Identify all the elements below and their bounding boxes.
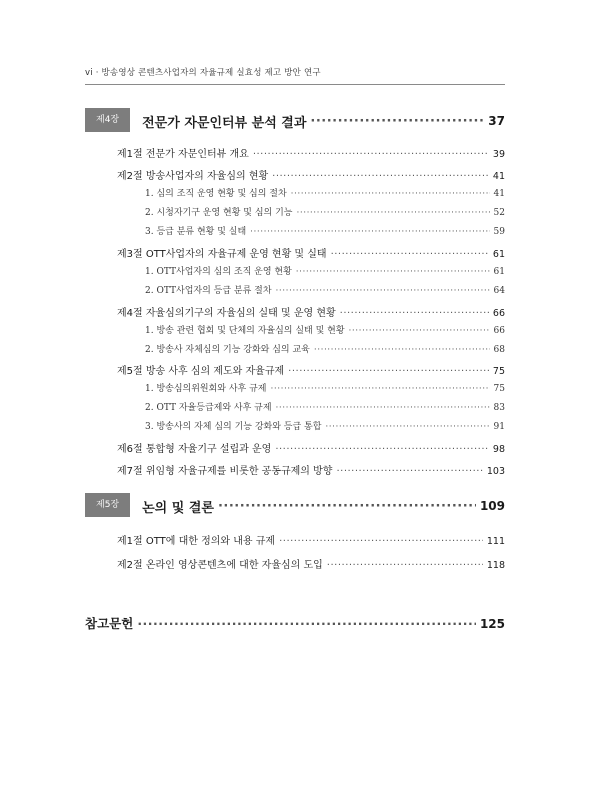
page-number: 118 bbox=[486, 560, 505, 571]
toc-item-4-2-3[interactable] bbox=[145, 224, 505, 237]
toc-section-5-2[interactable] bbox=[117, 556, 505, 571]
dot-leader bbox=[253, 149, 489, 160]
page-number: 59 bbox=[493, 227, 505, 237]
dot-leader bbox=[279, 536, 483, 547]
page-number: 37 bbox=[488, 114, 505, 128]
item-title: 1. 방송 관련 협회 및 단체의 자율심의 실태 및 현황 bbox=[145, 326, 345, 336]
page-number: 111 bbox=[486, 536, 505, 547]
dot-leader bbox=[276, 286, 490, 296]
item-title: 2. 방송사 자체심의 기능 강화와 심의 교육 bbox=[145, 345, 310, 355]
dot-leader bbox=[291, 189, 490, 199]
section-title: 제1절 전문가 자문인터뷰 개요 bbox=[117, 149, 249, 160]
chapter-title: 논의 및 결론 bbox=[142, 500, 214, 516]
page-number: 66 bbox=[493, 326, 505, 336]
chapter-title: 전문가 자문인터뷰 분석 결과 bbox=[142, 115, 307, 131]
toc-item-4-5-2[interactable] bbox=[145, 400, 505, 413]
page-number: 75 bbox=[493, 384, 505, 394]
toc-chapter-5[interactable] bbox=[85, 494, 505, 518]
section-title: 제2절 방송사업자의 자율심의 현황 bbox=[117, 171, 269, 182]
toc-item-4-2-2[interactable] bbox=[145, 205, 505, 218]
item-title: 2. OTT 자율등급제와 사후 규제 bbox=[145, 403, 272, 413]
dot-leader bbox=[310, 114, 484, 129]
page-number: 66 bbox=[492, 308, 505, 319]
toc-section-4-5[interactable] bbox=[117, 362, 505, 377]
page-number: 75 bbox=[492, 366, 505, 377]
page-number: 41 bbox=[493, 189, 505, 199]
page-number: 83 bbox=[493, 403, 505, 413]
dot-leader bbox=[272, 171, 489, 182]
dot-leader bbox=[336, 466, 482, 477]
references-title: 참고문헌 bbox=[85, 616, 134, 631]
page-number: 109 bbox=[479, 499, 505, 513]
dot-leader bbox=[271, 384, 490, 394]
dot-leader bbox=[325, 422, 489, 432]
dot-leader bbox=[218, 499, 476, 514]
toc-references[interactable] bbox=[85, 614, 505, 632]
dot-leader bbox=[137, 616, 476, 631]
toc-item-4-3-2[interactable] bbox=[145, 283, 505, 296]
page-number: 39 bbox=[492, 149, 505, 160]
section-title: 제2절 온라인 영상콘텐츠에 대한 자율심의 도입 bbox=[117, 560, 323, 571]
page-number: 64 bbox=[493, 286, 505, 296]
toc-item-4-4-1[interactable] bbox=[145, 323, 505, 336]
dot-leader bbox=[296, 267, 490, 277]
toc-item-4-3-1[interactable] bbox=[145, 264, 505, 277]
item-title: 3. 방송사의 자체 심의 기능 강화와 등급 통합 bbox=[145, 422, 322, 432]
toc-section-4-2[interactable] bbox=[117, 167, 505, 182]
section-title: 제4절 자율심의기구의 자율심의 실태 및 운영 현황 bbox=[117, 308, 336, 319]
section-title: 제6절 통합형 자율기구 설립과 운영 bbox=[117, 444, 272, 455]
section-title: 제3절 OTT사업자의 자율규제 운영 현황 및 실태 bbox=[117, 249, 327, 260]
toc-section-4-6[interactable] bbox=[117, 440, 505, 455]
item-title: 2. OTT사업자의 등급 분류 절차 bbox=[145, 286, 272, 296]
toc-section-5-1[interactable] bbox=[117, 532, 505, 547]
dot-leader bbox=[340, 308, 489, 319]
chapter-badge: 제4장 bbox=[85, 108, 130, 132]
toc-item-4-5-1[interactable] bbox=[145, 381, 505, 394]
page-number: 103 bbox=[486, 466, 505, 477]
page-number: 61 bbox=[492, 249, 505, 260]
dot-leader bbox=[327, 560, 483, 571]
item-title: 2. 시청자기구 운영 현황 및 심의 기능 bbox=[145, 208, 293, 218]
page-number: 41 bbox=[492, 171, 505, 182]
toc-section-4-3[interactable] bbox=[117, 245, 505, 260]
section-title: 제7절 위임형 자율규제를 비롯한 공동규제의 방향 bbox=[117, 466, 333, 477]
item-title: 3. 등급 분류 현황 및 실태 bbox=[145, 227, 247, 237]
dot-leader bbox=[349, 326, 490, 336]
chapter-badge: 제5장 bbox=[85, 493, 130, 517]
section-title: 제1절 OTT에 대한 정의와 내용 규제 bbox=[117, 536, 276, 547]
item-title: 1. 방송심의위원회와 사후 규제 bbox=[145, 384, 267, 394]
toc-chapter-4[interactable] bbox=[85, 109, 505, 133]
running-header: vi · 방송영상 콘텐츠사업자의 자율규제 실효성 제고 방안 연구 bbox=[85, 68, 321, 78]
page-number: 125 bbox=[479, 617, 505, 631]
page-number: 61 bbox=[493, 267, 505, 277]
dot-leader bbox=[331, 249, 489, 260]
toc-item-4-4-2[interactable] bbox=[145, 342, 505, 355]
dot-leader bbox=[314, 345, 490, 355]
toc-item-4-2-1[interactable] bbox=[145, 186, 505, 199]
page-number: 98 bbox=[492, 444, 505, 455]
dot-leader bbox=[296, 208, 489, 218]
dot-leader bbox=[276, 403, 490, 413]
dot-leader bbox=[288, 366, 489, 377]
toc-section-4-4[interactable] bbox=[117, 304, 505, 319]
page-number: 52 bbox=[493, 208, 505, 218]
section-title: 제5절 방송 사후 심의 제도와 자율규제 bbox=[117, 366, 285, 377]
item-title: 1. 심의 조직 운영 현황 및 심의 절차 bbox=[145, 189, 287, 199]
dot-leader bbox=[250, 227, 489, 237]
toc-item-4-5-3[interactable] bbox=[145, 419, 505, 432]
toc-section-4-1[interactable] bbox=[117, 145, 505, 160]
toc-section-4-7[interactable] bbox=[117, 462, 505, 477]
item-title: 1. OTT사업자의 심의 조직 운영 현황 bbox=[145, 267, 292, 277]
page-number: 91 bbox=[493, 422, 505, 432]
page-number: 68 bbox=[493, 345, 505, 355]
dot-leader bbox=[275, 444, 489, 455]
